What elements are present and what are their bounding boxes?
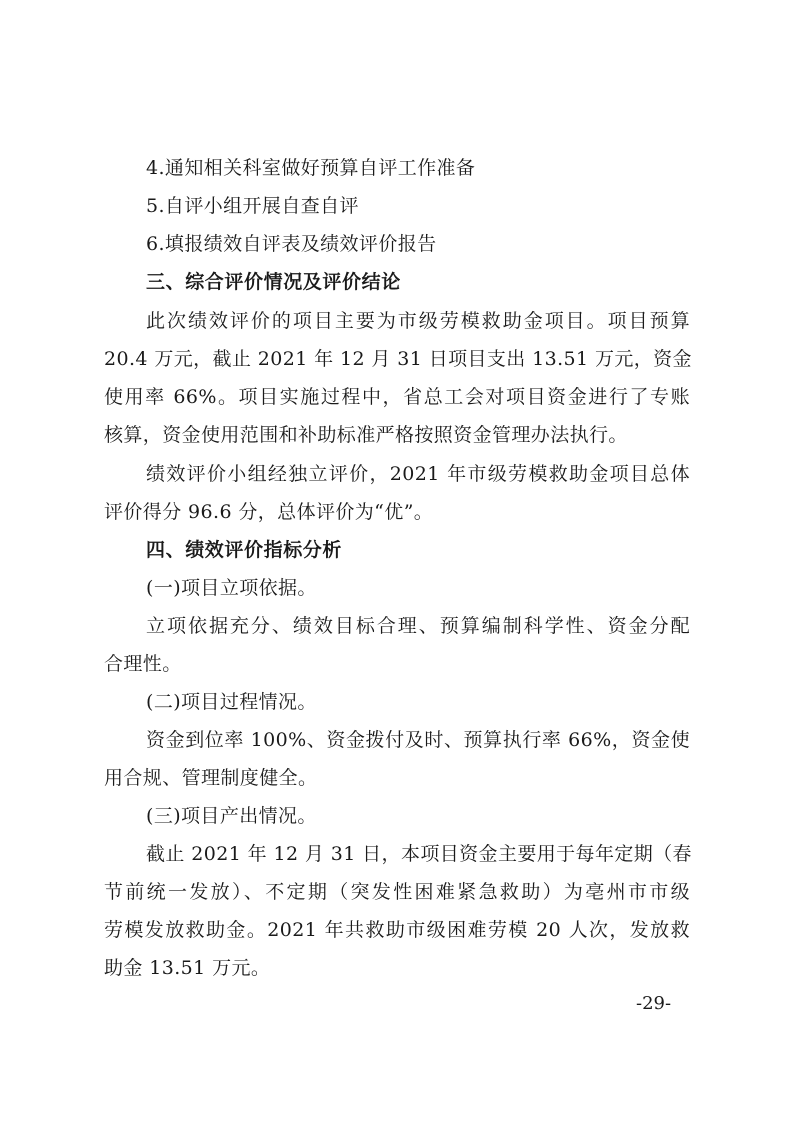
paragraph-line: 助金 13.51 万元。 [104, 957, 271, 979]
section-heading-3: 三、综合评价情况及评价结论 [146, 271, 401, 293]
section-heading-4: 四、绩效评价指标分析 [146, 539, 343, 561]
paragraph-line: 合理性。 [104, 653, 182, 675]
paragraph-line: 评价得分 96.6 分，总体评价为“优”。 [104, 501, 434, 523]
paragraph-line: 用合规、管理制度健全。 [104, 767, 318, 789]
paragraph-line: 截止 2021 年 12 月 31 日，本项目资金主要用于每年定期（春 [146, 843, 692, 865]
paragraph-line: 立项依据充分、绩效目标合理、预算编制科学性、资金分配 [146, 615, 690, 637]
paragraph-line: 节前统一发放）、不定期（突发性困难紧急救助）为亳州市市级 [104, 881, 690, 903]
paragraph-line: 劳模发放救助金。2021 年共救助市级困难劳模 20 人次，发放救 [104, 919, 690, 941]
paragraph-line: 20.4 万元，截止 2021 年 12 月 31 日项目支出 13.51 万元，资金 [104, 348, 692, 370]
list-item-step-5: 5.自评小组开展自查自评 [146, 195, 359, 217]
page-number: -29- [636, 993, 672, 1014]
paragraph-line: 使用率 66%。项目实施过程中，省总工会对项目资金进行了专账 [104, 386, 690, 408]
subheading-3: (三)项目产出情况。 [146, 805, 317, 827]
list-item-step-6: 6.填报绩效自评表及绩效评价报告 [146, 233, 437, 255]
list-item-step-4: 4.通知相关科室做好预算自评工作准备 [146, 157, 476, 179]
subheading-2: (二)项目过程情况。 [146, 691, 317, 713]
subheading-1: (一)项目立项依据。 [146, 577, 317, 599]
paragraph-line: 核算，资金使用范围和补助标准严格按照资金管理办法执行。 [104, 424, 628, 446]
paragraph-line: 资金到位率 100%、资金拨付及时、预算执行率 66%，资金使 [146, 729, 690, 751]
paragraph-line: 绩效评价小组经独立评价，2021 年市级劳模救助金项目总体 [146, 463, 690, 485]
paragraph-line: 此次绩效评价的项目主要为市级劳模救助金项目。项目预算 [146, 310, 690, 332]
